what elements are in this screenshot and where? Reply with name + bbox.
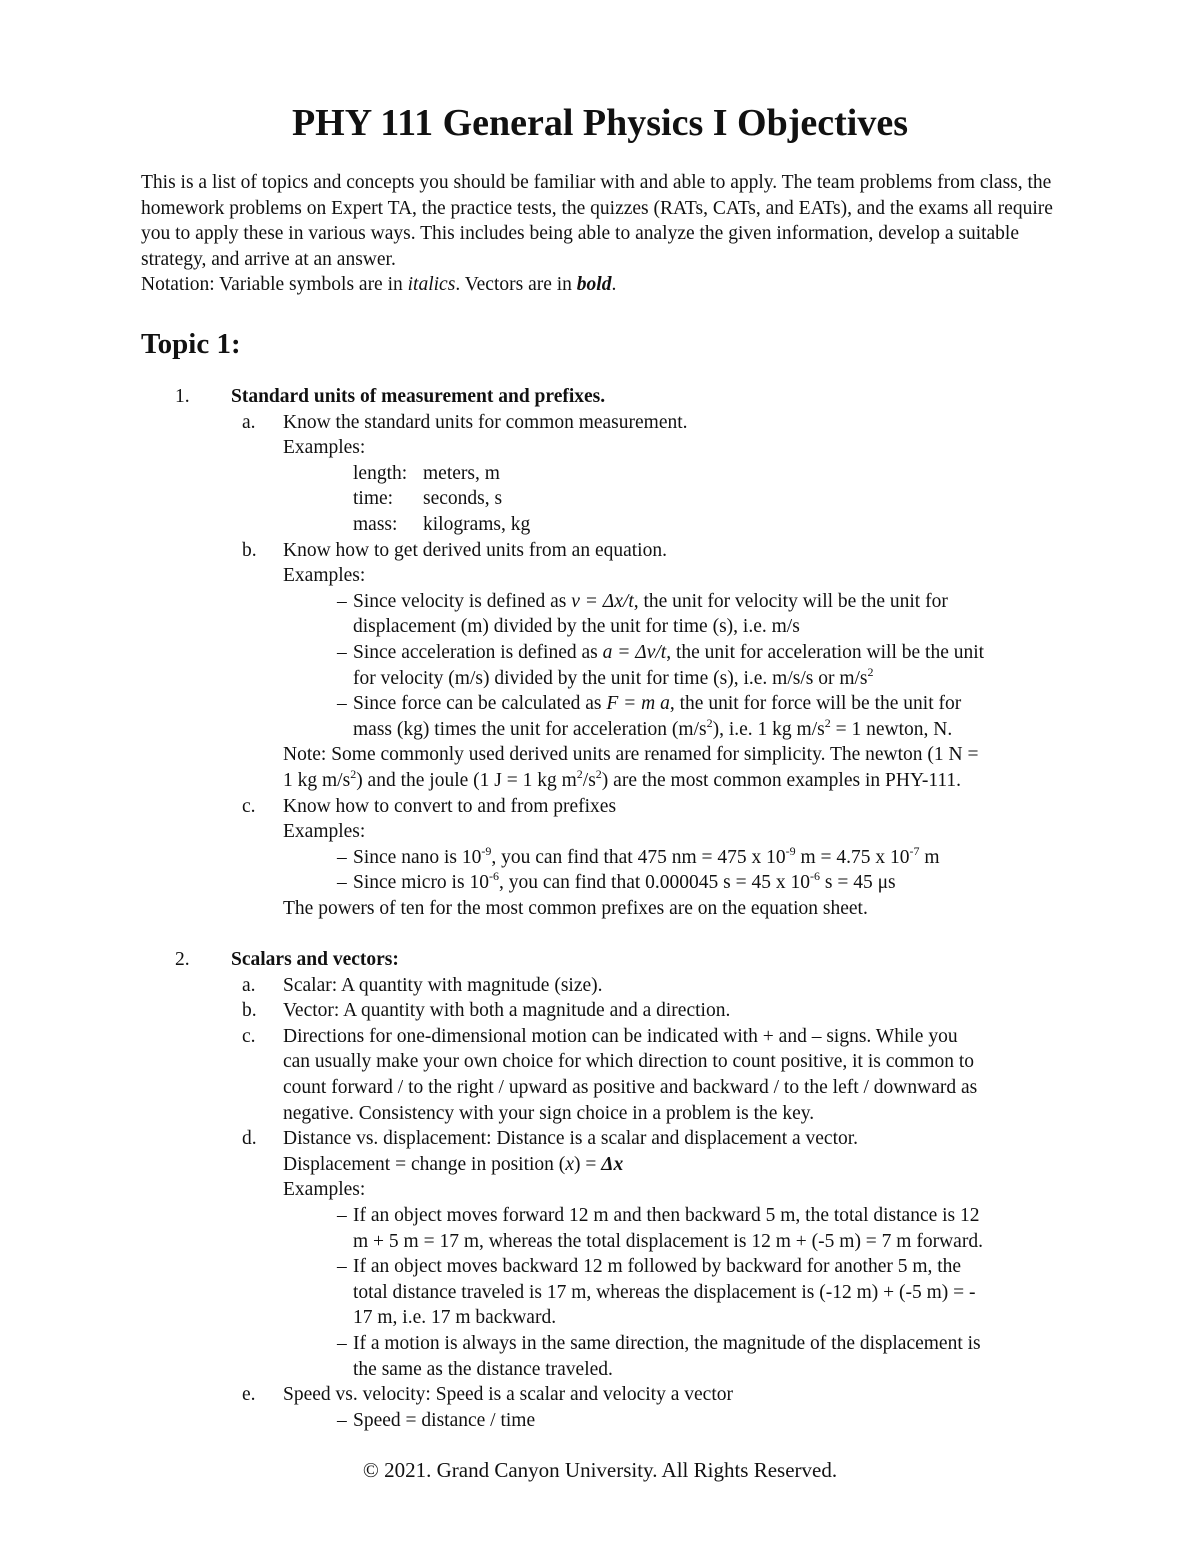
unit-row: time: seconds, s [353,488,503,510]
bullet-item: – Since micro is $10^{-6}$, you can find that 0.000045 s = 45 x $10^{-6}$ s = 45 μs [337,869,896,894]
note-line: 1 kg $m/s^2$) and the joule (1 J = 1 kg $m^2/s^2$) are the most common examples in PHY-111. [283,766,962,791]
bullet-item: – Since velocity is defined as v = Δx/t, the unit for velocity will be the unit for [337,590,948,612]
section-title: Standard units of measurement and prefixes. [231,386,606,407]
list-item: a. Scalar: A quantity with magnitude (size). [242,974,603,996]
examples-label: Examples: [283,565,366,587]
list-item: a. Know the standard units for common measurement. [242,411,688,433]
bullet-item: – If a motion is always in the same direction, the magnitude of the displacement is [337,1332,981,1354]
unit-row: mass: kilograms, kg [353,513,531,535]
section-number: 1. [175,386,190,407]
notation-line: Notation: Variable symbols are in italics. Vectors are in bold. [141,274,617,296]
examples-label: Examples: [283,1179,366,1201]
bullet-item: – If an object moves backward 12 m followed by backward for another 5 m, the [337,1256,962,1278]
section-number: 2. [175,949,190,971]
intro-section [141,170,1061,298]
intro-paragraph: This is a list of topics and concepts you should be familiar with and able to apply. The team problems from class, the homework problems on Expert TA, the practice tests, the quizzes (RATs, CATs, and EATs), and the exams all require you to apply these in various ways. This includes being able to analyze the given information, develop a suitable strategy, and arrive at an answer. [141,172,1053,270]
bullet-item: – Speed = distance / time [337,1409,536,1431]
examples-label: Examples: [283,437,366,459]
list-item: c. Know how to convert to and from prefixes [242,795,617,817]
bullet-item: – If an object moves forward 12 m and then backward 5 m, the total distance is 12 [337,1205,980,1226]
closing-note: The powers of ten for the most common prefixes are on the equation sheet. [283,897,868,919]
list-item: d. Distance vs. displacement: Distance is a scalar and displacement a vector. [242,1128,859,1150]
section-title: Scalars and vectors: [231,949,399,971]
list-item: b. Know how to get derived units from an equation. [242,539,667,561]
unit-row: length: meters, m [353,462,500,484]
list-item: b. Vector: A quantity with both a magnitude and a direction. [242,1000,731,1022]
examples-label: Examples: [283,821,366,843]
section-2-heading [141,947,1071,973]
bullet-item: – Since acceleration is defined as a = Δv/t, the unit for acceleration will be the unit [337,641,985,663]
bullet-item: – Since force can be calculated as F = m a, the unit for force will be the unit for [337,693,962,715]
list-item: c. Directions for one-dimensional motion can be indicated with + and – signs. While you [242,1025,958,1047]
page-title: PHY 111 General Physics I Objectives [291,102,909,144]
bullet-item: – Since nano is $10^{-9}$, you can find that 475 nm = 475 x $10^{-9}$ m = 4.75 x $10^{-7}$ m [337,843,940,868]
note-line: Note: Some commonly used derived units are renamed for simplicity. The newton (1 N = [283,744,979,766]
copyright-footer: © 2021. Grand Canyon University. All Rights Reserved. [362,1458,838,1482]
displacement-definition: Displacement = change in position (x) = Δx [283,1153,624,1175]
list-item: e. Speed vs. velocity: Speed is a scalar and velocity a vector [242,1384,733,1406]
topic-heading: Topic 1: [141,328,241,360]
section-1-heading [141,384,1071,410]
topic-body: 1. Standard units of measurement and prefixes. a. Know the standard units for common measurement. Examples: length: meters, m time: seconds, s mass: kilograms, kg b. Know how to get derived units from an equation. Examples: – Since velocity is defined as v = Δx/t, the unit for velocity will be the unit for displacement (m) divided by the unit for time (s), i.e. m/s – Since acceleration is defined as a = Δv/t, the unit for acceleration will be the unit for velocity (m/s) divided by the unit for time (s), i.e. m/s/s or $m/s^2$ – Since force can be calculated as F = m a, the unit for force will be the unit for mass (kg) times the unit for acceleration $(m/s^2)$, i.e. 1 kg $m/s^2 = 1$ newton, N. Note: Some commonly used derived units are renamed for simplicity. The newton (1 N = 1 kg $m/s^2$) and the joule (1 J = 1 kg $m^2/s^2$) are the most common examples in PHY-111. c. Know how to convert to and from prefixes Examples: – Since nano is $10^{-9}$, you can find that 475 nm = 475 x $10^{-9}$ m = 4.75 x $10^{-7}$ m – Since micro is $10^{-6}$, you can find that 0.000045 s = 45 x $10^{-6}$ s = 45 μs The powers of ten for the most common prefixes are on the equation sheet. 2. Scalars and vectors: a. Scalar: A quantity with magnitude (size). b. Vector: A quantity with both a magnitude and a direction. c. Directions for one-dimensional motion can be indicated with + and – signs. While you can usually make your own choice for which direction to count positive, it is common to count forward / to the right / upward as positive and backward / to the left / downward as negative. Consistency with your sign choice in a problem is the key. d. Distance vs. displacement: Distance is a scalar and displacement a vector. Displacement = change in position (x) = Δx Examples: – If an object moves forward 12 m and then backward 5 m, the total distance is 12 m + 5 m = 17 m, whereas the total displacement is 12 m + (-5 m) = 7 m forward. – If an object moves backward 12 m followed by backward for another 5 m, the total distance traveled is 17 m, whereas the displacement is (-12 m) + (-5 m) = - 17 m, i.e. 17 m backward. – If a motion is always in the same direction, the magnitude of the displacement is the same as the distance traveled. e. Speed vs. velocity: Speed is a scalar and velocity a vector – Speed = distance / time [141,384,1071,1433]
